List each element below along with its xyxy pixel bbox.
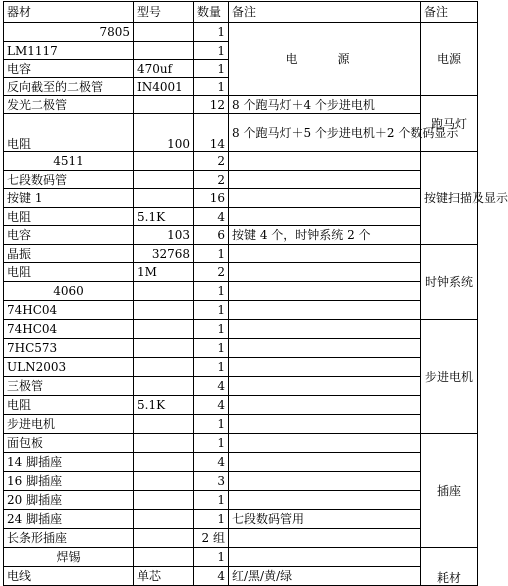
item-cell: 电阻 bbox=[4, 114, 134, 152]
model-cell bbox=[134, 96, 194, 114]
item-cell: 20 脚插座 bbox=[4, 491, 134, 510]
item-cell: 7HC573 bbox=[4, 339, 134, 358]
item-cell: 晶振 bbox=[4, 245, 134, 263]
qty-cell: 1 bbox=[194, 60, 229, 78]
item-cell: 4511 bbox=[4, 152, 134, 171]
item-cell: 面包板 bbox=[4, 434, 134, 453]
table-row bbox=[4, 282, 478, 301]
qty-cell: 4 bbox=[194, 208, 229, 226]
bom-table bbox=[3, 1, 508, 586]
model-cell bbox=[134, 152, 194, 171]
qty-cell: 4 bbox=[194, 377, 229, 396]
qty-cell: 1 bbox=[194, 548, 229, 567]
qty-cell: 1 bbox=[194, 415, 229, 434]
header-item: 器材 bbox=[4, 2, 134, 23]
item-cell: 电容 bbox=[4, 60, 134, 78]
table-row bbox=[4, 320, 478, 339]
model-cell bbox=[134, 42, 194, 60]
model-cell bbox=[134, 472, 194, 491]
model-cell: 1M bbox=[134, 263, 194, 282]
note-cell bbox=[229, 377, 421, 396]
model-cell: 32768 bbox=[134, 245, 194, 263]
item-cell: 电容 bbox=[4, 226, 134, 245]
qty-cell: 1 bbox=[194, 245, 229, 263]
table-row bbox=[4, 472, 478, 491]
qty-cell: 16 bbox=[194, 189, 229, 208]
item-cell: 长条形插座 bbox=[4, 529, 134, 548]
qty-cell: 1 bbox=[194, 282, 229, 301]
qty-cell: 1 bbox=[194, 78, 229, 96]
note-cell bbox=[229, 415, 421, 434]
qty-cell: 1 bbox=[194, 320, 229, 339]
item-cell: 4060 bbox=[4, 282, 134, 301]
model-cell: 103 bbox=[134, 226, 194, 245]
item-cell: 24 脚插座 bbox=[4, 510, 134, 529]
model-cell bbox=[134, 377, 194, 396]
qty-cell: 3 bbox=[194, 472, 229, 491]
item-cell: 发光二极管 bbox=[4, 96, 134, 114]
table-row bbox=[4, 171, 478, 189]
note-cell: 七段数码管用 bbox=[229, 510, 421, 529]
item-cell: 七段数码管 bbox=[4, 171, 134, 189]
qty-cell: 2 bbox=[194, 152, 229, 171]
table-row bbox=[4, 226, 478, 245]
qty-cell: 6 bbox=[194, 226, 229, 245]
table-row bbox=[4, 377, 478, 396]
qty-cell: 12 bbox=[194, 96, 229, 114]
item-cell: 电阻 bbox=[4, 208, 134, 226]
note-cell bbox=[229, 263, 421, 282]
model-cell: 470uf bbox=[134, 60, 194, 78]
model-cell: IN4001 bbox=[134, 78, 194, 96]
table-row bbox=[4, 434, 478, 453]
table-row bbox=[4, 491, 478, 510]
note-cell bbox=[229, 301, 421, 320]
note-cell bbox=[229, 434, 421, 453]
note-cell bbox=[229, 396, 421, 415]
item-cell: 步进电机 bbox=[4, 415, 134, 434]
note-cell bbox=[229, 529, 421, 548]
table-row bbox=[4, 263, 478, 282]
model-cell bbox=[134, 434, 194, 453]
table-row bbox=[4, 114, 478, 152]
model-cell bbox=[134, 415, 194, 434]
note-cell: 红/黑/黄/绿 bbox=[229, 567, 421, 586]
item-cell: 焊锡 bbox=[4, 548, 134, 567]
table-row bbox=[4, 510, 478, 529]
table-row bbox=[4, 548, 478, 567]
note-cell bbox=[229, 491, 421, 510]
note-cell bbox=[229, 358, 421, 377]
table-row bbox=[4, 453, 478, 472]
qty-cell: 1 bbox=[194, 301, 229, 320]
category-clock: 时钟系统 bbox=[421, 245, 478, 320]
note-cell bbox=[229, 339, 421, 358]
qty-cell: 1 bbox=[194, 434, 229, 453]
item-cell: 电阻 bbox=[4, 263, 134, 282]
qty-cell: 1 bbox=[194, 339, 229, 358]
model-cell bbox=[134, 358, 194, 377]
note-cell bbox=[229, 171, 421, 189]
note-cell bbox=[229, 320, 421, 339]
item-cell: 电线 bbox=[4, 567, 134, 586]
qty-cell: 2 bbox=[194, 263, 229, 282]
table-row bbox=[4, 189, 478, 208]
model-cell: 单芯 bbox=[134, 567, 194, 586]
note-power bbox=[229, 23, 421, 96]
table-row bbox=[4, 396, 478, 415]
qty-cell: 4 bbox=[194, 567, 229, 586]
model-cell bbox=[134, 171, 194, 189]
category-power: 电源 bbox=[421, 23, 478, 96]
note-cell bbox=[229, 152, 421, 171]
qty-cell: 1 bbox=[194, 510, 229, 529]
category-key-display: 按键扫描及显示 bbox=[421, 152, 478, 245]
item-cell: 反向截至的二极管 bbox=[4, 78, 134, 96]
category-stepper: 步进电机 bbox=[421, 320, 478, 434]
model-cell bbox=[134, 339, 194, 358]
item-cell: 三极管 bbox=[4, 377, 134, 396]
note-cell: 按键 4 个，时钟系统 2 个 bbox=[229, 226, 421, 245]
table-row bbox=[4, 339, 478, 358]
header-category: 备注 bbox=[421, 2, 478, 23]
note-cell bbox=[229, 548, 421, 567]
category-marquee: 跑马灯 bbox=[421, 96, 478, 152]
model-cell bbox=[134, 453, 194, 472]
qty-cell: 1 bbox=[194, 358, 229, 377]
item-cell: LM1117 bbox=[4, 42, 134, 60]
note-cell bbox=[229, 245, 421, 263]
note-cell bbox=[229, 453, 421, 472]
table-row bbox=[4, 301, 478, 320]
item-cell: 74HC04 bbox=[4, 320, 134, 339]
category-socket: 插座 bbox=[421, 434, 478, 548]
table-row bbox=[4, 358, 478, 377]
item-cell: 7805 bbox=[4, 23, 134, 42]
model-cell bbox=[134, 491, 194, 510]
model-cell: 5.1K bbox=[134, 396, 194, 415]
table-row bbox=[4, 529, 478, 548]
note-power-text: 电 源 bbox=[285, 52, 364, 66]
qty-cell: 4 bbox=[194, 396, 229, 415]
model-cell: 5.1K bbox=[134, 208, 194, 226]
model-cell bbox=[134, 189, 194, 208]
model-cell bbox=[134, 23, 194, 42]
header-row bbox=[4, 2, 478, 23]
model-cell: 100 bbox=[134, 114, 194, 152]
model-cell bbox=[134, 548, 194, 567]
qty-cell: 1 bbox=[194, 23, 229, 42]
item-cell: 按键 1 bbox=[4, 189, 134, 208]
table-row bbox=[4, 415, 478, 434]
qty-cell: 2 组 bbox=[194, 529, 229, 548]
table-row bbox=[4, 208, 478, 226]
item-cell: 16 脚插座 bbox=[4, 472, 134, 491]
model-cell bbox=[134, 282, 194, 301]
qty-cell: 2 bbox=[194, 171, 229, 189]
model-cell bbox=[134, 320, 194, 339]
item-cell: 74HC04 bbox=[4, 301, 134, 320]
header-notes: 备注 bbox=[229, 2, 421, 23]
note-cell: 8 个跑马灯＋4 个步进电机 bbox=[229, 96, 421, 114]
table-row bbox=[4, 567, 478, 586]
model-cell bbox=[134, 529, 194, 548]
header-qty: 数量 bbox=[194, 2, 229, 23]
model-cell bbox=[134, 510, 194, 529]
note-cell bbox=[229, 282, 421, 301]
note-cell bbox=[229, 189, 421, 208]
table-row bbox=[4, 23, 478, 42]
qty-cell: 1 bbox=[194, 491, 229, 510]
model-cell bbox=[134, 301, 194, 320]
item-cell: 电阻 bbox=[4, 396, 134, 415]
qty-cell: 4 bbox=[194, 453, 229, 472]
item-cell: ULN2003 bbox=[4, 358, 134, 377]
note-cell: 8 个跑马灯＋5 个步进电机＋2 个数码显示 bbox=[229, 114, 421, 152]
qty-cell: 14 bbox=[194, 114, 229, 152]
header-model: 型号 bbox=[134, 2, 194, 23]
category-consumables: 耗材 bbox=[421, 548, 478, 586]
qty-cell: 1 bbox=[194, 42, 229, 60]
table-row bbox=[4, 96, 478, 114]
table-row bbox=[4, 152, 478, 171]
table-row bbox=[4, 245, 478, 263]
item-cell: 14 脚插座 bbox=[4, 453, 134, 472]
note-cell bbox=[229, 208, 421, 226]
note-cell bbox=[229, 472, 421, 491]
